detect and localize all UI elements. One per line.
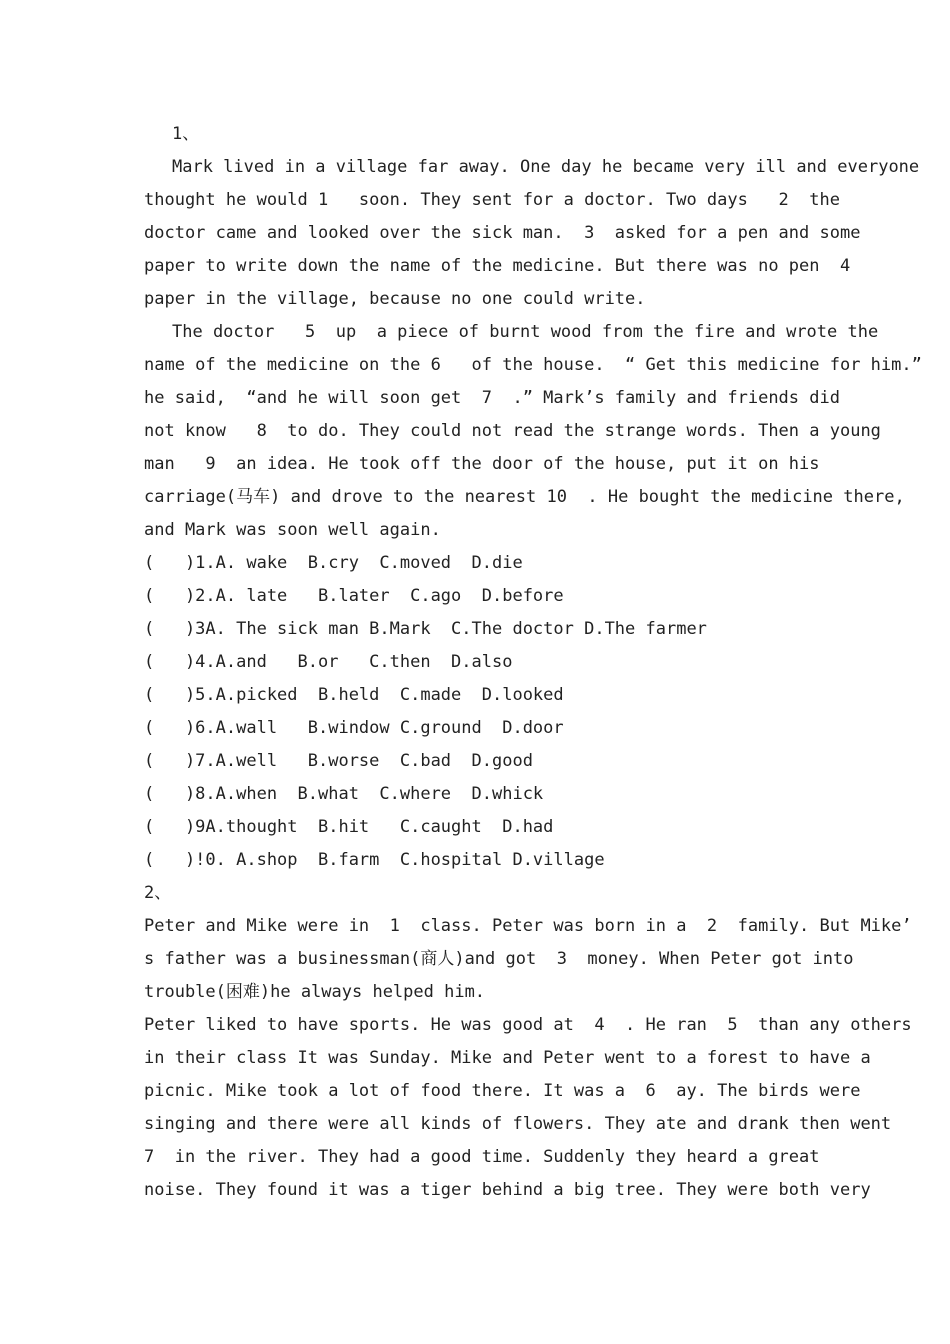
passage-2-line: Peter liked to have sports. He was good at 4 . He ran 5 than any others [144, 1015, 912, 1035]
passage-1-line: Mark lived in a village far away. One day he became very ill and everyone [172, 157, 920, 177]
question-line: ( )!0. A.shop B.farm C.hospital D.village [144, 850, 605, 870]
passage-2-line: Peter and Mike were in 1 class. Peter was born in a 2 family. But Mike’ [144, 916, 912, 936]
passage-1-line: man 9 an idea. He took off the door of the house, put it on his [144, 454, 820, 474]
question-line: ( )3A. The sick man B.Mark C.The doctor D.The farmer [144, 619, 707, 639]
question-line: ( )2.A. late B.later C.ago D.before [144, 586, 564, 606]
passage-1-line: paper in the village, because no one could write. [144, 289, 646, 309]
passage-2-line: 7 in the river. They had a good time. Suddenly they heard a great [144, 1147, 820, 1167]
passage-1-line: carriage(马车) and drove to the nearest 10 . He bought the medicine there, [144, 487, 905, 507]
question-line: ( )5.A.picked B.held C.made D.looked [144, 685, 564, 705]
passage-1-line: paper to write down the name of the medicine. But there was no pen 4 [144, 256, 851, 276]
passage-1-line: he said, “and he will soon get 7 .” Mark’s family and friends did [144, 388, 840, 408]
question-line: ( )7.A.well B.worse C.bad D.good [144, 751, 533, 771]
question-line: ( )1.A. wake B.cry C.moved D.die [144, 553, 523, 573]
passage-2-line: in their class It was Sunday. Mike and Peter went to a forest to have a [144, 1048, 871, 1068]
passage-2-line: trouble(困难)he always helped him. [144, 982, 486, 1002]
section-1-number: 1、 [172, 124, 200, 144]
question-line: ( )9A.thought B.hit C.caught D.had [144, 817, 554, 837]
passage-2-line: noise. They found it was a tiger behind a big tree. They were both very [144, 1180, 871, 1200]
question-line: ( )4.A.and B.or C.then D.also [144, 652, 513, 672]
passage-1-line: not know 8 to do. They could not read the strange words. Then a young [144, 421, 881, 441]
passage-1-line: and Mark was soon well again. [144, 520, 441, 540]
passage-1-line: name of the medicine on the 6 of the house. “ Get this medicine for him.” [144, 355, 922, 375]
passage-1-line: thought he would 1 soon. They sent for a doctor. Two days 2 the [144, 190, 840, 210]
passage-2-line: picnic. Mike took a lot of food there. It was a 6 ay. The birds were [144, 1081, 861, 1101]
question-line: ( )6.A.wall B.window C.ground D.door [144, 718, 564, 738]
passage-2-line: s father was a businessman(商人)and got 3 money. When Peter got into [144, 949, 854, 969]
passage-2-line: singing and there were all kinds of flowers. They ate and drank then went [144, 1114, 892, 1134]
section-2-number: 2、 [144, 883, 172, 903]
passage-1-line: doctor came and looked over the sick man. 3 asked for a pen and some [144, 223, 861, 243]
passage-1-line: The doctor 5 up a piece of burnt wood from the fire and wrote the [172, 322, 879, 342]
question-line: ( )8.A.when B.what C.where D.whick [144, 784, 544, 804]
